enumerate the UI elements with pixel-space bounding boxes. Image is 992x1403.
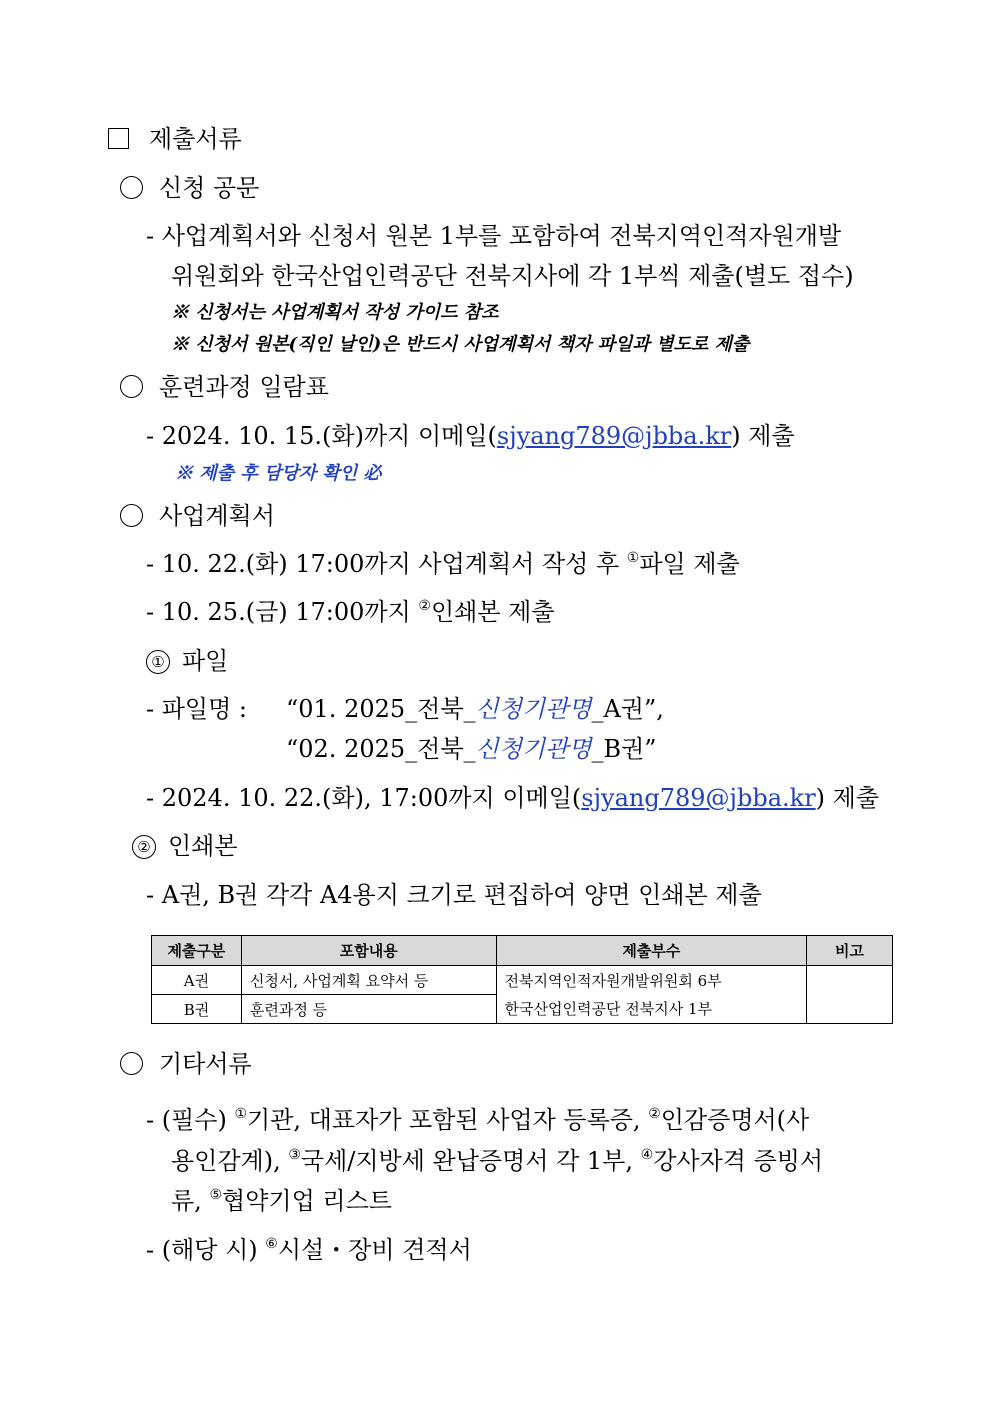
deadline-suffix: ) 제출 xyxy=(815,784,880,812)
subsection-title: 훈련과정 일람표 xyxy=(159,373,329,401)
line-text: 시설・장비 견적서 xyxy=(277,1236,472,1264)
print-title: 인쇄본 xyxy=(168,832,238,860)
circle-bullet-icon xyxy=(120,504,143,527)
business-plan-line-2 xyxy=(146,597,555,627)
subsection-title: 사업계획서 xyxy=(159,502,275,530)
circled-number: ② xyxy=(418,598,431,614)
file-name-label: - 파일명 : xyxy=(146,695,248,723)
table-header: 포함내용 xyxy=(241,936,496,966)
table-header: 제출부수 xyxy=(496,936,807,966)
line-text: 강사자격 증빙서 xyxy=(653,1147,824,1175)
others-line-4 xyxy=(146,1235,472,1265)
circled-number: ⑤ xyxy=(209,1187,223,1203)
circle-bullet-icon xyxy=(120,375,143,398)
file-title: 파일 xyxy=(182,647,229,675)
line-text: 국세/지방세 완납증명서 각 1부, xyxy=(300,1147,641,1175)
print-subheading xyxy=(132,831,238,861)
table-row xyxy=(152,995,893,1024)
circled-number: ② xyxy=(648,1106,661,1122)
line-text: 용인감계), xyxy=(171,1147,289,1175)
table-cell-content: 훈련과정 등 xyxy=(241,995,496,1024)
line-text: 인쇄본 제출 xyxy=(430,598,555,626)
circled-number: ④ xyxy=(640,1147,654,1163)
circled-number: ③ xyxy=(288,1147,301,1163)
line-text: - (필수) xyxy=(146,1106,235,1134)
print-line: - A권, B권 각각 A4용지 크기로 편집하여 양면 인쇄본 제출 xyxy=(146,881,762,909)
file-name-var: 신청기관명 xyxy=(475,695,592,723)
others-line-3 xyxy=(171,1186,392,1216)
table-cell-type: A권 xyxy=(152,966,242,995)
subsection-application xyxy=(120,173,259,203)
file-name-1 xyxy=(286,694,664,724)
subsection-title: 기타서류 xyxy=(159,1050,252,1078)
subsection-others xyxy=(120,1049,252,1079)
subsection-business-plan xyxy=(120,501,275,531)
table-header: 제출구분 xyxy=(152,936,242,966)
table-cell-remarks xyxy=(807,966,893,1024)
application-note-2: ※ 신청서 원본(직인 날인)은 반드시 사업계획서 책자 파일과 별도로 제출 xyxy=(171,334,750,355)
others-line-2 xyxy=(171,1146,823,1176)
circled-number: ① xyxy=(146,650,170,674)
table-header: 비고 xyxy=(807,936,893,966)
application-line-2: 위원회와 한국산업인력공단 전북지사에 각 1부씩 제출(별도 접수) xyxy=(171,262,854,290)
line-text: 인감증명서(사 xyxy=(660,1106,810,1134)
email-link[interactable]: sjyang789@jbba.kr xyxy=(496,422,732,450)
file-deadline xyxy=(146,783,879,813)
table-row xyxy=(152,966,893,995)
file-subheading xyxy=(146,646,228,676)
submission-table xyxy=(151,935,893,1024)
circled-number: ① xyxy=(626,550,640,566)
file-name-var: 신청기관명 xyxy=(475,735,592,763)
file-name-prefix: “01. 2025_전북_ xyxy=(286,695,476,723)
circled-number: ② xyxy=(132,835,156,859)
table-header-row xyxy=(152,936,893,966)
line-text: 기관, 대표자가 포함된 사업자 등록증, xyxy=(247,1106,649,1134)
circle-bullet-icon xyxy=(120,1052,143,1075)
application-note-1: ※ 신청서는 사업계획서 작성 가이드 참조 xyxy=(171,302,499,323)
subsection-course-list xyxy=(120,372,329,402)
file-name-prefix: “02. 2025_전북_ xyxy=(286,735,476,763)
line-text: - 10. 22.(화) 17:00까지 사업계획서 작성 후 xyxy=(146,550,627,578)
heading-text: 제출서류 xyxy=(149,125,242,153)
others-line-1 xyxy=(146,1105,809,1135)
line-text: 파일 제출 xyxy=(639,550,740,578)
business-plan-line-1 xyxy=(146,549,740,579)
table-cell-type: B권 xyxy=(152,995,242,1024)
line-text: - 10. 25.(금) 17:00까지 xyxy=(146,598,419,626)
table-cell-copies: 전북지역인적자원개발위원회 6부 xyxy=(496,966,807,995)
table-cell-content: 신청서, 사업계획 요약서 등 xyxy=(241,966,496,995)
course-list-deadline: - 2024. 10. 15.(화)까지 이메일( xyxy=(146,422,497,450)
email-link[interactable]: sjyang789@jbba.kr xyxy=(581,784,816,812)
square-bullet-icon xyxy=(108,128,129,149)
course-list-note: ※ 제출 후 담당자 확인 必 xyxy=(175,463,382,484)
course-list-suffix: ) 제출 xyxy=(731,422,795,450)
subsection-title: 신청 공문 xyxy=(159,174,260,202)
deadline-text: - 2024. 10. 22.(화), 17:00까지 이메일( xyxy=(146,784,582,812)
section-heading xyxy=(108,124,242,154)
table-cell-copies: 한국산업인력공단 전북지사 1부 xyxy=(496,995,807,1024)
application-line-1: - 사업계획서와 신청서 원본 1부를 포함하여 전북지역인적자원개발 xyxy=(146,222,842,250)
file-name-suffix: _B권” xyxy=(591,735,657,763)
line-text: 협약기업 리스트 xyxy=(222,1187,392,1215)
course-list-line xyxy=(146,421,795,451)
circled-number: ⑥ xyxy=(265,1236,278,1252)
file-name-suffix: _A권”, xyxy=(591,695,664,723)
line-text: 류, xyxy=(171,1187,210,1215)
circled-number: ① xyxy=(234,1106,248,1122)
circle-bullet-icon xyxy=(120,176,143,199)
file-name-2 xyxy=(286,734,657,764)
line-text: - (해당 시) xyxy=(146,1236,266,1264)
